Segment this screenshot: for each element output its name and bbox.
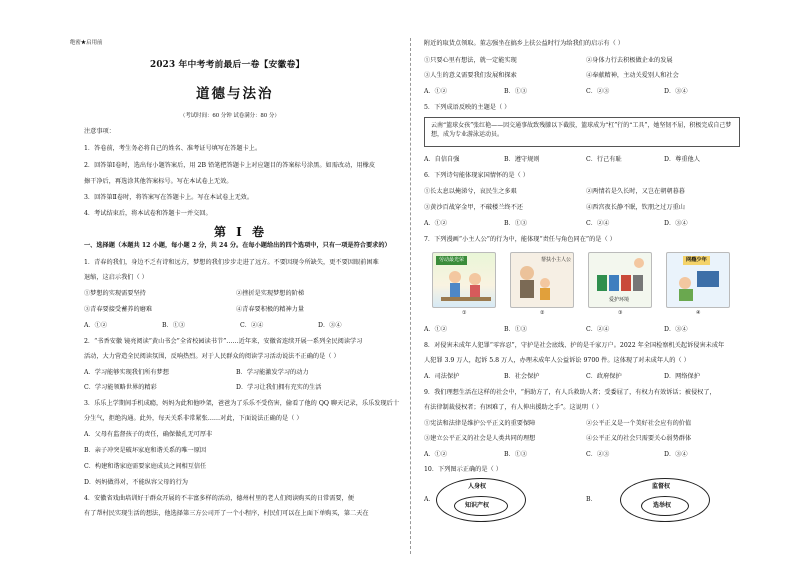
- diagram-b-inner-label: 选举权: [653, 502, 672, 509]
- q3-choice-d[interactable]: D．妈妈做得对，不能纵容父母的行为: [84, 479, 188, 486]
- note-item: 4．考试结束后，将本试卷和答题卡一并交回。: [84, 210, 212, 217]
- q3-choice-c[interactable]: C．构建和谐家庭需要家庭成员之间相互信任: [84, 463, 207, 470]
- comic-caption: 劳动最光荣: [436, 256, 467, 265]
- q5-choice-b[interactable]: B．遵守规则: [504, 156, 540, 163]
- q1-choice-b[interactable]: B．①③: [162, 322, 186, 329]
- labor-scene-image: [433, 253, 495, 307]
- q4-choice-d[interactable]: D．③④: [664, 88, 688, 95]
- q2-stem: 2．“书香安徽 镜亮阅读”黄山书会”全省校园读书节”……近年来，安徽省连续开展一系列全民阅读学习: [84, 338, 363, 345]
- q3-stem: 分生气，拒绝沟通。此外，每天关系非常紧张……对此，下面说法正确的是（ ）: [84, 415, 303, 422]
- q6-choice-a[interactable]: A．①②: [424, 220, 448, 227]
- comic-caption: 帮扶小主人公: [541, 257, 572, 263]
- q9-option: ②公平正义是一个美好社会应有的价值: [586, 420, 692, 427]
- q8-stem: 人犯罪 3.9 万人，起诉 5.8 万人，办理未成年人公益诉讼 9700 件。这体现了对未成年人的（ ）: [424, 357, 690, 364]
- comic-number: ④: [696, 310, 701, 316]
- q4-choice-b[interactable]: B．①③: [504, 88, 528, 95]
- diagram-a-inner-label: 知识产权: [465, 502, 490, 509]
- q5-choice-a[interactable]: A．自信自强: [424, 156, 460, 163]
- notes-heading: 注意事项：: [84, 128, 115, 135]
- q9-choice-d[interactable]: D．③④: [664, 451, 688, 458]
- section-title: 第 Ⅰ 卷: [214, 225, 267, 239]
- q4-choice-c[interactable]: C．②③: [586, 88, 610, 95]
- helping-scene-image: [511, 253, 573, 307]
- q7-choice-b[interactable]: B．①③: [504, 326, 528, 333]
- q9-stem: 9．我们理想生活在这样的社会中，“捐助方了，有人兵救助人者；受委屈了，有权力有效诉话；被侵权了，: [424, 389, 716, 396]
- q9-stem: 有法律制裁侵权者；有困难了，有人伸出援助之手”。这说明（ ）: [424, 404, 603, 411]
- note-item: 3．回答第Ⅱ卷时，将答案写在答题卡上。写在本试卷上无效。: [84, 194, 254, 201]
- q1-choice-a[interactable]: A．①②: [84, 322, 108, 329]
- q5-choice-c[interactable]: C．行己有耻: [586, 156, 622, 163]
- comic-image: [510, 252, 574, 308]
- q4-choice-a[interactable]: A．①②: [424, 88, 448, 95]
- q4-option: ②身体力行去积极做企业的发展: [586, 57, 673, 64]
- exam-meta: （考试时间：60 分钟 试卷满分：80 分）: [180, 113, 280, 119]
- q4-option: ①只要心里有想法，就一定能实现: [424, 57, 517, 64]
- q6-choice-b[interactable]: B．①③: [504, 220, 528, 227]
- q1-stem: 退缩，这启示我们（ ）: [84, 274, 148, 281]
- q8-choice-d[interactable]: D．网络保护: [664, 373, 700, 380]
- q4-stem: 有了帮村民实现生活的想法，他选择第三方公司开了一个小程序，村民们可以在上面下单购买，第二天在: [84, 510, 369, 517]
- q5-material-box: 云南“篮球女孩”张红艳——因交通事故致残膝以下截肢，篮球成为“杠”行的“工具”，她坚韧不屈，积极完成自己梦想，成为专业游泳运动员。: [424, 117, 740, 147]
- q5-stem: 5．下列成语反映的主题是（ ）: [424, 104, 511, 111]
- q1-option: ③青春要接受蓄养的磨难: [84, 306, 153, 313]
- q10-choice-a[interactable]: A．: [424, 496, 435, 503]
- q9-option: ③建立公平正义的社会是人类共同的理想: [424, 435, 536, 442]
- comic-image: [666, 252, 730, 308]
- q7-choice-d[interactable]: D．③④: [664, 326, 688, 333]
- comic-caption: 网瘾少年: [683, 256, 710, 265]
- q7-choice-c[interactable]: C．②④: [586, 326, 610, 333]
- q9-option: ①宪法和法律是维护公平正义的重要保障: [424, 420, 536, 427]
- column-divider: [410, 38, 411, 554]
- note-item: 2．回答第Ⅰ卷时，选出每小题答案后，用 2B 铅笔把答题卡上对应题目的答案标号涂黑。如需改动，用橡皮: [84, 162, 376, 169]
- comic-image: [588, 252, 652, 308]
- q3-stem: 3．乐乐上学期间手机成瘾，妈妈为此和他吵架，爸爸为了乐乐不受伤害，偷看了他的 QQ 聊天记录，乐乐发现后十: [84, 400, 400, 407]
- q3-choice-a[interactable]: A．父母有监督孩子的责任，确保做孔无可厚非: [84, 431, 213, 438]
- subject-title: 道德与法治: [196, 86, 274, 102]
- q9-choice-b[interactable]: B．①③: [504, 451, 528, 458]
- note-item: 1．答卷前，考生务必将自己的姓名、准考证号填写在答题卡上。: [84, 145, 262, 152]
- q10-stem: 10．下列图示正确的是（ ）: [424, 466, 502, 473]
- q2-stem: 活动，大力营造全民阅读氛围，反响热烈。对于人民群众的阅读学习活动说法不正确的是（ ）: [84, 353, 340, 360]
- q6-choice-d[interactable]: D．③④: [664, 220, 688, 227]
- q6-option: ④西宫夜长静不眠，钦朋之过万重山: [586, 204, 685, 211]
- q2-choice-b[interactable]: B．学习能激发学习的动力: [236, 369, 309, 376]
- q6-option: ①长太息以掩涕兮，哀民生之多艰: [424, 188, 517, 195]
- q9-choice-a[interactable]: A．①②: [424, 451, 448, 458]
- comic-number: ③: [618, 310, 623, 316]
- q6-option: ③黄沙百战穿金甲，不破楼兰终不还: [424, 204, 523, 211]
- comic-caption: 爱护环境: [609, 297, 630, 303]
- q4-continued: 附近的取货点领取。董志强坐在搞乡上扶公益时行为给我们的启示有（ ）: [424, 40, 624, 47]
- q6-option: ②两情若是久长时，又岂在朝朝暮暮: [586, 188, 685, 195]
- q8-choice-a[interactable]: A．司法保护: [424, 373, 460, 380]
- q10-choice-b[interactable]: B．: [586, 496, 597, 503]
- q2-choice-d[interactable]: D．学习让我们拥有充实的生活: [236, 384, 322, 391]
- q1-option: ②挫折是实现梦想的阶梯: [236, 290, 305, 297]
- section-instruction: 一、选择题（本题共 12 小题，每小题 2 分，共 24 分。在每小题给出的四个选项中，只有一项是符合要求的）: [84, 242, 391, 249]
- q3-choice-b[interactable]: B．亲子冲突是破坏家庭和谐关系的唯一原因: [84, 447, 207, 454]
- q9-choice-c[interactable]: C．②③: [586, 451, 610, 458]
- q7-comics: [432, 252, 732, 322]
- q7-choice-a[interactable]: A．①②: [424, 326, 448, 333]
- q4-option: ③人生的意义需要我们发展和探索: [424, 72, 517, 79]
- q4-option: ④奉献精神，主动关爱别人和社会: [586, 72, 679, 79]
- note-item: 擦干净后，再选涂其他答案标号。写在本试卷上无效。: [84, 178, 233, 185]
- q1-option: ①梦想的实现需要坚持: [84, 290, 146, 297]
- q6-choice-c[interactable]: C．②④: [586, 220, 610, 227]
- q8-choice-b[interactable]: B．社会保护: [504, 373, 540, 380]
- recycling-scene-image: [589, 253, 651, 307]
- exam-title: 2023 年中考考前最后一卷【安徽卷】: [150, 60, 305, 70]
- diagram-a-outer-label: 人身权: [468, 483, 487, 490]
- q8-stem: 8．对侵害未成年人犯罪“零容忍”，守护是社会底线、护的是千家万户。2022 年全国检察机关起诉侵害未成年: [424, 342, 725, 349]
- q7-stem: 7．下列漫画“小主人公”的行为中，能体现“责任与角色同在”的是（ ）: [424, 236, 616, 243]
- q4-stem: 4．安徽省戏曲培训好于群众开展的不丰富多样的活动，德州村里的老人们阅读购买的日常需要，便: [84, 495, 354, 502]
- secret-mark: 绝密★启用前: [70, 40, 103, 46]
- q1-option: ④青春要积极的精神力量: [236, 306, 305, 313]
- q1-choice-c[interactable]: C．②④: [240, 322, 264, 329]
- q8-choice-c[interactable]: C．政府保护: [586, 373, 622, 380]
- comic-image: [432, 252, 496, 308]
- q2-choice-a[interactable]: A．学习能够实现我们所有梦想: [84, 369, 169, 376]
- diagram-b-outer-label: 监督权: [652, 483, 671, 490]
- comic-number: ①: [462, 310, 467, 316]
- gaming-scene-image: [667, 253, 729, 307]
- q6-stem: 6．下列诗句能体现家国情怀的是（ ）: [424, 172, 529, 179]
- q1-stem: 1．青春的我们，身边不乏有诗和远方，梦想的我们步步走进了远方。不要因现今所缺失，更不要因眼前困难: [84, 259, 379, 266]
- q9-option: ④公平正义的社会只需要关心弱势群体: [586, 435, 692, 442]
- q5-choice-d[interactable]: D．尊重他人: [664, 156, 700, 163]
- q1-choice-d[interactable]: D．③④: [318, 322, 342, 329]
- comic-number: ②: [540, 310, 545, 316]
- q2-choice-c[interactable]: C．学习能领略世界的精彩: [84, 384, 157, 391]
